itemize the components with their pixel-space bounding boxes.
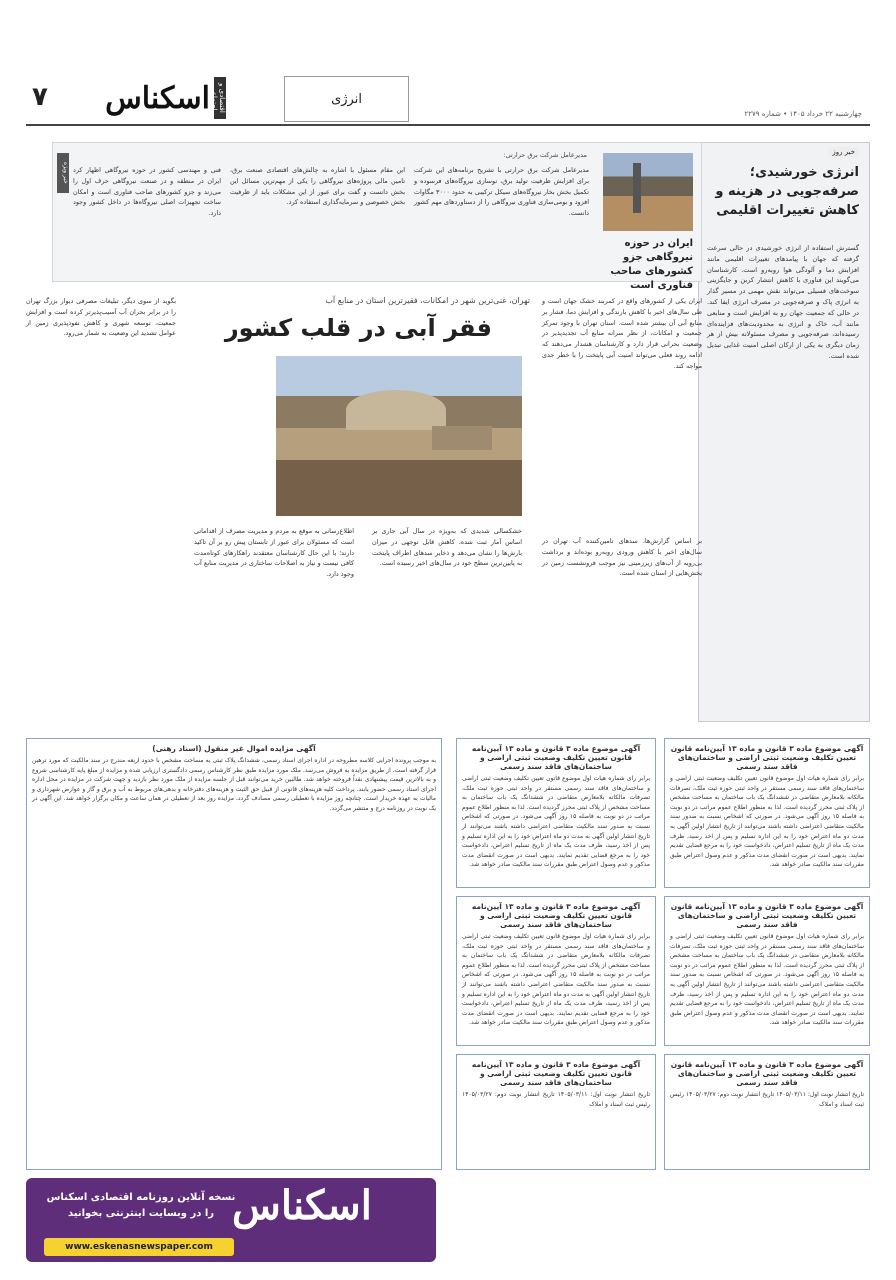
promo-banner[interactable]: [26, 1178, 436, 1262]
newspaper-page: [26, 70, 870, 1270]
notice-body: برابر رای شماره هیات اول موضوع قانون تعیین تکلیف وضعیت ثبتی اراضی و ساختمان‌های فاقد سند رسمی مستقر در واحد ثبتی حوزه ثبت ملک، تصرفات مالکانه بلامعارض متقاضی در ششدانگ یک باب ساختمان به مساحت مشخص از پلاک ثبتی محرز گردیده است. لذا به منظور اطلاع عموم مراتب در دو نوبت به فاصله ۱۵ روز آگهی می‌شود. در صورتی که اشخاص نسبت به صدور سند مالکیت متقاضی اعتراضی داشته باشند می‌توانند از تاریخ انتشار اولین آگهی به مدت دو ماه اعتراض خود را به این اداره تسلیم و پس از اخذ رسید، ظرف مدت یک ماه از تاریخ تسلیم اعتراض، دادخواست خود را به مرجع قضایی تقدیم نمایند. بدیهی است در صورت انقضای مدت مذکور و عدم وصول اعتراض طبق مقررات سند مالکیت صادر خواهد شد.: [462, 933, 651, 1027]
lead-column: ایران یکی از کشورهای واقع در کمربند خشک جهان است و طی سال‌های اخیر با کاهش بارندگی و افزایش دما، فشار بر منابع آبی آن بیشتر شده است. استان تهران با وجود تمرکز جمعیت و امکانات، از نظر سرانه منابع آب تجدیدپذیر در وضعیت بحرانی قرار دارد و کارشناسان هشدار می‌دهند که ادامه روند فعلی می‌تواند امنیت آبی پایتخت را با خطر جدی مواجه کند.: [542, 297, 702, 370]
lead-kicker: تهران، غنی‌ترین شهر در امکانات، فقیرترین استان در منابع آب: [325, 296, 530, 305]
notice-body: برابر رای شماره هیات اول موضوع قانون تعیین تکلیف وضعیت ثبتی اراضی و ساختمان‌های فاقد سند رسمی مستقر در واحد ثبتی حوزه ثبت ملک، تصرفات مالکانه بلامعارض متقاضی در ششدانگ یک باب ساختمان به مساحت مشخص از پلاک ثبتی محرز گردیده است. لذا به منظور اطلاع عموم مراتب در دو نوبت به فاصله ۱۵ روز آگهی می‌شود. در صورتی که اشخاص نسبت به صدور سند مالکیت متقاضی اعتراضی داشته باشند می‌توانند از تاریخ انتشار اولین آگهی به مدت دو ماه اعتراض خود را به این اداره تسلیم و پس از اخذ رسید، ظرف مدت یک ماه از تاریخ تسلیم اعتراض، دادخواست خود را به مرجع قضایی تقدیم نمایند. بدیهی است در صورت انقضای مدت مذکور و عدم وصول اعتراض طبق مقررات سند مالکیت صادر خواهد شد.: [462, 775, 651, 869]
lead-story: [26, 296, 702, 720]
lead-column: خشکسالی شدیدی که به‌ویژه در سال آبی جاری بر اساس آمار ثبت شده، کاهش قابل توجهی در میزان بارش‌ها را نشان می‌دهد و ذخایر سدهای اطراف پایتخت به پایین‌ترین سطح خود در سال‌های اخیر رسیده است.: [372, 527, 522, 568]
sidebar-news-box: [698, 142, 870, 722]
side-tag: خبر ویژه: [57, 153, 69, 193]
promo-logo: اسکناس: [232, 1182, 372, 1229]
interview-column: فنی و مهندسی کشور در حوزه نیروگاهی اظهار کرد ایران در منطقه و در صنعت نیروگاهی حرف اول را می‌زند و جزو کشورهای صاحب فناوری است و امکان ساخت تجهیزات اصلی نیروگاه‌ها در داخل کشور وجود دارد.: [73, 166, 221, 218]
legal-notices: [26, 738, 870, 1170]
notice-body: برابر رای شماره هیات اول موضوع قانون تعیین تکلیف وضعیت ثبتی اراضی و ساختمان‌های فاقد سند رسمی مستقر در واحد ثبتی حوزه ثبت ملک، تصرفات مالکانه بلامعارض متقاضی در ششدانگ یک باب ساختمان به مساحت مشخص از پلاک ثبتی محرز گردیده است. لذا به منظور اطلاع عموم مراتب در دو نوبت به فاصله ۱۵ روز آگهی می‌شود. در صورتی که اشخاص نسبت به صدور سند مالکیت متقاضی اعتراضی داشته باشند می‌توانند از تاریخ انتشار اولین آگهی به مدت دو ماه اعتراض خود را به این اداره تسلیم و پس از اخذ رسید، ظرف مدت یک ماه از تاریخ تسلیم اعتراض، دادخواست خود را به مرجع قضایی تقدیم نمایند. بدیهی است در صورت انقضای مدت مذکور و عدم وصول اعتراض طبق مقررات سند مالکیت صادر خواهد شد.: [670, 775, 864, 869]
notice-title: آگهی موضوع ماده ۳ قانون و ماده ۱۳ آیین‌نامه قانون تعیین تکلیف وضعیت ثبتی اراضی و ساختمان‌های فاقد سند رسمی: [471, 744, 641, 771]
notice-box: [664, 896, 870, 1046]
lead-column: بگوید از سوی دیگر، تبلیغات مصرفی دیوار بزرگ تهران را در برابر بحران آب آسیب‌پذیرتر کرده است و افزایش جمعیت، توسعه شهری و کاهش نفوذپذیری زمین از عوامل تشدید این وضعیت به شمار می‌رود.: [26, 297, 176, 338]
notice-title: آگهی موضوع ماده ۳ قانون و ماده ۱۳ آیین‌نامه قانون تعیین تکلیف وضعیت ثبتی اراضی و ساختمان‌های فاقد سند رسمی: [670, 1060, 864, 1087]
sidebar-title: انرژی خورشیدی؛ صرفه‌جویی در هزینه و کاهش تغییرات اقلیمی: [715, 165, 859, 218]
notice-title: آگهی موضوع ماده ۳ قانون و ماده ۱۳ آیین‌نامه قانون تعیین تکلیف وضعیت ثبتی اراضی و ساختمان‌های فاقد سند رسمی: [670, 744, 864, 771]
dam-reservoir-photo: [276, 356, 522, 516]
promo-text: نسخه آنلاین روزنامه اقتصادی اسکناس را در وبسایت اینترنتی بخوانید: [46, 1192, 236, 1219]
sidebar-kicker: خبر روز: [828, 147, 859, 157]
notice-box: [456, 896, 656, 1046]
interview-story: [52, 142, 702, 291]
logo-text: اسکناس: [105, 80, 210, 116]
notice-box: [664, 1054, 870, 1170]
notice-title: آگهی موضوع ماده ۳ قانون و ماده ۱۳ آیین‌نامه قانون تعیین تکلیف وضعیت ثبتی اراضی و ساختمان‌های فاقد سند رسمی: [471, 1060, 641, 1087]
notice-body: تاریخ انتشار نوبت اول: ۱۴۰۵/۰۳/۱۱ تاریخ انتشار نوبت دوم: ۱۴۰۵/۰۳/۲۷ رئیس ثبت اسناد و املاک: [669, 1091, 864, 1108]
lead-column: بر اساس گزارش‌ها، سدهای تامین‌کننده آب تهران در سال‌های اخیر با کاهش ورودی روبه‌رو بوده‌اند و برداشت بی‌رویه از آب‌های زیرزمینی نیز موجب فرونشست زمین در بخش‌هایی از استان شده است.: [542, 537, 702, 578]
interview-column: این مقام مسئول با اشاره به چالش‌های اقتصادی صنعت برق، تامین مالی پروژه‌های نیروگاهی را یکی از مهم‌ترین مسائل این بخش دانست و گفت برای عبور از این مشکلات باید از ظرفیت بخش خصوصی و سرمایه‌گذاری استفاده کرد.: [230, 166, 405, 207]
notice-title: آگهی موضوع ماده ۳ قانون و ماده ۱۳ آیین‌نامه قانون تعیین تکلیف وضعیت ثبتی اراضی و ساختمان‌های فاقد سند رسمی: [670, 902, 864, 929]
page-header: [26, 70, 870, 126]
page-number: ۷: [32, 82, 48, 112]
notice-body: برابر رای شماره هیات اول موضوع قانون تعیین تکلیف وضعیت ثبتی اراضی و ساختمان‌های فاقد سند رسمی مستقر در واحد ثبتی حوزه ثبت ملک، تصرفات مالکانه بلامعارض متقاضی در ششدانگ یک باب ساختمان به مساحت مشخص از پلاک ثبتی محرز گردیده است. لذا به منظور اطلاع عموم مراتب در دو نوبت به فاصله ۱۵ روز آگهی می‌شود. در صورتی که اشخاص نسبت به صدور سند مالکیت متقاضی اعتراضی داشته باشند می‌توانند از تاریخ انتشار اولین آگهی به مدت دو ماه اعتراض خود را به این اداره تسلیم و پس از اخذ رسید، ظرف مدت یک ماه از تاریخ تسلیم اعتراض، دادخواست خود را به مرجع قضایی تقدیم نمایند. بدیهی است در صورت انقضای مدت مذکور و عدم وصول اعتراض طبق مقررات سند مالکیت صادر خواهد شد.: [670, 933, 864, 1027]
notice-box: [456, 1054, 656, 1170]
auction-notice-title: آگهی مزایده اموال غیر منقول (اسناد رهنی): [152, 744, 316, 753]
masthead-logo: [66, 76, 226, 120]
website-link[interactable]: www.eskenasnewspaper.com: [44, 1238, 234, 1256]
interview-column: مدیرعامل شرکت برق حرارتی با تشریح برنامه‌های این شرکت برای افزایش ظرفیت تولید برق، نوسازی نیروگاه‌های فرسوده و تکمیل بخش بخار نیروگاه‌های سیکل ترکیبی به حدود ۳۰۰۰ مگاوات افزود و بومی‌سازی فناوری نیروگاهی را از دستاوردهای مهم کشور دانست.: [414, 166, 589, 218]
notice-title: آگهی موضوع ماده ۳ قانون و ماده ۱۳ آیین‌نامه قانون تعیین تکلیف وضعیت ثبتی اراضی و ساختمان‌های فاقد سند رسمی: [471, 902, 641, 929]
notice-box: [664, 738, 870, 888]
auction-notice-body: به موجب پرونده اجرایی کلاسه مطروحه در اداره اجرای اسناد رسمی، ششدانگ پلاک ثبتی به مساحت مشخص با حدود اربعه مندرج در سند مالکیت که مورد ترهین قرار گرفته است، از طریق مزایده به فروش می‌رسد. ملک مورد مزایده طبق نظر کارشناس رسمی دادگستری ارزیابی شده و مزایده از مبلغ پایه کارشناسی شروع و به بالاترین قیمت پیشنهادی نقداً فروخته خواهد شد. طالبین خرید می‌توانند قبل از جلسه مزایده از ملک مورد نظر بازدید و جهت شرکت در مزایده در محل اداره اجرای اسناد رسمی حضور یابند. پرداخت کلیه هزینه‌های قانونی از قبیل حق الثبت و هزینه‌های دفترخانه و بدهی‌های مربوط به آب و برق و گاز و عوارض شهرداری و مالیات به عهده خریدار است. چنانچه روز مزایده با تعطیلی رسمی مصادف گردد، مزایده روز بعد از تعطیلی در همان ساعت و مکان برگزار خواهد شد. این آگهی در یک نوبت در روزنامه درج و منتشر می‌گردد.: [32, 757, 436, 812]
auction-notice: [26, 738, 442, 1170]
lead-column: اطلاع‌رسانی به موقع به مردم و مدیریت مصرف از اقداماتی است که مسئولان برای عبور از تابستان پیش رو بر آن تاکید دارند؛ با این حال کارشناسان معتقدند راهکارهای کوتاه‌مدت کافی نیست و نیاز به اصلاحات ساختاری در مدیریت منابع آب وجود دارد.: [194, 527, 354, 579]
logo-tag: اقتصادی و اجتماعی: [214, 77, 226, 119]
dateline: چهارشنبه ۲۲ خرداد ۱۴۰۵ • شماره ۲۲۷۹: [744, 110, 862, 118]
interview-kicker: مدیرعامل شرکت برق حرارتی:: [503, 151, 587, 159]
sidebar-body: گسترش استفاده از انرژی خورشیدی در حالی سرعت گرفته که جهان با پیامدهای تغییرات اقلیمی مانند افزایش دما و آلودگی هوا روبه‌رو است. کارشناسان می‌گویند این فناوری با کاهش انتشار کربن و جایگزینی سوخت‌های فسیلی می‌تواند نقش مهمی در مسیر گذار به انرژی پاک و صرفه‌جویی در مصرف انرژی ایفا کند. در حالی که جمعیت جهان رو به افزایش است و منابعی مانند آب، خاک و انرژی به محدودیت‌های فزاینده‌ای رسیده‌اند، صرفه‌جویی و مصرف مسئولانه بیش از هر زمان دیگری به یکی از ارکان اصلی امنیت غذایی تبدیل شده است.: [707, 244, 859, 360]
notice-box: [456, 738, 656, 888]
section-label: انرژی: [284, 76, 409, 122]
interview-title: ایران در حوزه نیروگاهی جزو کشورهای صاحب فناوری است: [610, 238, 693, 291]
notice-body: تاریخ انتشار نوبت اول: ۱۴۰۵/۰۳/۱۱ تاریخ انتشار نوبت دوم: ۱۴۰۵/۰۳/۲۷ رئیس ثبت اسناد و املاک: [462, 1091, 650, 1108]
power-plant-photo: [603, 153, 693, 231]
lead-title: فقر آبی در قلب کشور: [224, 314, 492, 342]
